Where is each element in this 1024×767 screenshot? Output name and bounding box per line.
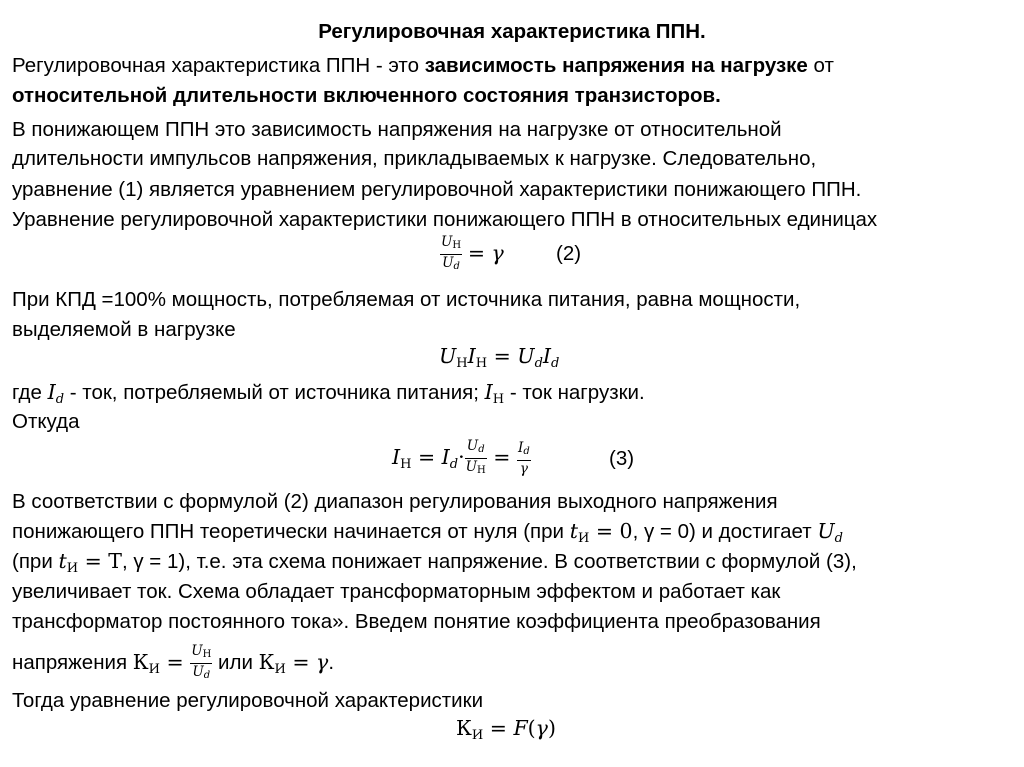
paragraph-line-where: где $I_d$ - ток, потребляемый от источника питания; $I_Н$ - ток нагрузки. xyxy=(12,380,645,407)
equation-3: $I_Н = I_d\cdot$ $U_d$ $U_Н$ = $\frac{I_d}{\gamma}$ xyxy=(392,438,530,477)
paragraph-line: понижающего ППН теоретически начинается от нуля (при $t_И = 0$, γ = 0) и достигает $U_d$ xyxy=(12,519,843,546)
paragraph-definition-line-1 xyxy=(12,53,834,79)
text-run: где xyxy=(12,381,48,404)
symbol-id: $I_d$ xyxy=(47,380,65,407)
paragraph-line: (при $t_И = Т$, γ = 1), т.е. эта схема понижает напряжение. В соответствии с формулой (3), xyxy=(12,549,857,576)
text-run: , γ = 0) и достигает xyxy=(632,520,818,543)
paragraph-line: трансформатор постоянного тока». Введем понятие коэффициента преобразования xyxy=(12,610,821,633)
text-run: . xyxy=(328,650,335,674)
symbol-in: I xyxy=(484,380,493,404)
text-run: - ток нагрузки. xyxy=(504,381,645,404)
paragraph-line: уравнение (1) является уравнением регулировочной характеристики понижающего ППН. xyxy=(12,178,862,201)
equation-final: $К_И = F(\gamma)$ xyxy=(456,716,556,743)
paragraph-line: При КПД =100% мощность, потребляемая от источника питания, равна мощности, xyxy=(12,288,801,311)
equation-number-2: (2) xyxy=(556,242,582,265)
text-run: (при xyxy=(12,550,59,573)
text-run: понижающего ППН теоретически начинается от нуля (при xyxy=(12,520,570,543)
bold-phrase: относительной длительности включенного состояния транзисторов. xyxy=(12,84,721,107)
fraction-un-ud: $U_Н$ $U_d$ xyxy=(441,234,462,272)
paragraph-line: длительности импульсов напряжения, прикладываемых к нагрузке. Следовательно, xyxy=(12,147,817,170)
paragraph-definition-line-2 xyxy=(12,83,721,109)
paragraph-line: Уравнение регулировочной характеристики понижающего ППН в относительных единицах xyxy=(12,208,878,231)
text-run: напряжения xyxy=(12,650,133,674)
paragraph-line: В соответствии с формулой (2) диапазон регулирования выходного напряжения xyxy=(12,490,778,513)
text-run: от xyxy=(807,54,834,77)
text-run: Регулировочная характеристика ППН - это xyxy=(12,54,425,77)
equation-number-3: (3) xyxy=(609,447,635,470)
paragraph-line: увеличивает ток. Схема обладает трансформаторным эффектом и работает как xyxy=(12,580,781,603)
paragraph-line: Тогда уравнение регулировочной характеристики xyxy=(12,689,484,712)
equation-2 xyxy=(440,234,504,275)
bold-phrase: зависимость напряжения на нагрузке xyxy=(424,54,808,77)
paragraph-line: выделяемой в нагрузке xyxy=(12,318,236,341)
equation-power-balance: $U_НI_Н = U_dI_d$ xyxy=(439,344,560,371)
text-run: - ток, потребляемый от источника питания; xyxy=(64,381,485,404)
paragraph-line: Откуда xyxy=(12,410,80,433)
paragraph-line: В понижающем ППН это зависимость напряжения на нагрузке от относительной xyxy=(12,118,782,141)
text-run: или xyxy=(212,650,259,674)
equation-rhs: = γ xyxy=(467,240,504,265)
text-run: , γ = 1), т.е. эта схема понижает напряжение. В соответствии с формулой (3), xyxy=(121,550,857,573)
page-title: Регулировочная характеристика ППН. xyxy=(318,20,706,43)
paragraph-line-coefficient: напряжения $К_И$ = $U_Н$ $U_d$ или $К_И = \gamma$. xyxy=(12,643,335,681)
